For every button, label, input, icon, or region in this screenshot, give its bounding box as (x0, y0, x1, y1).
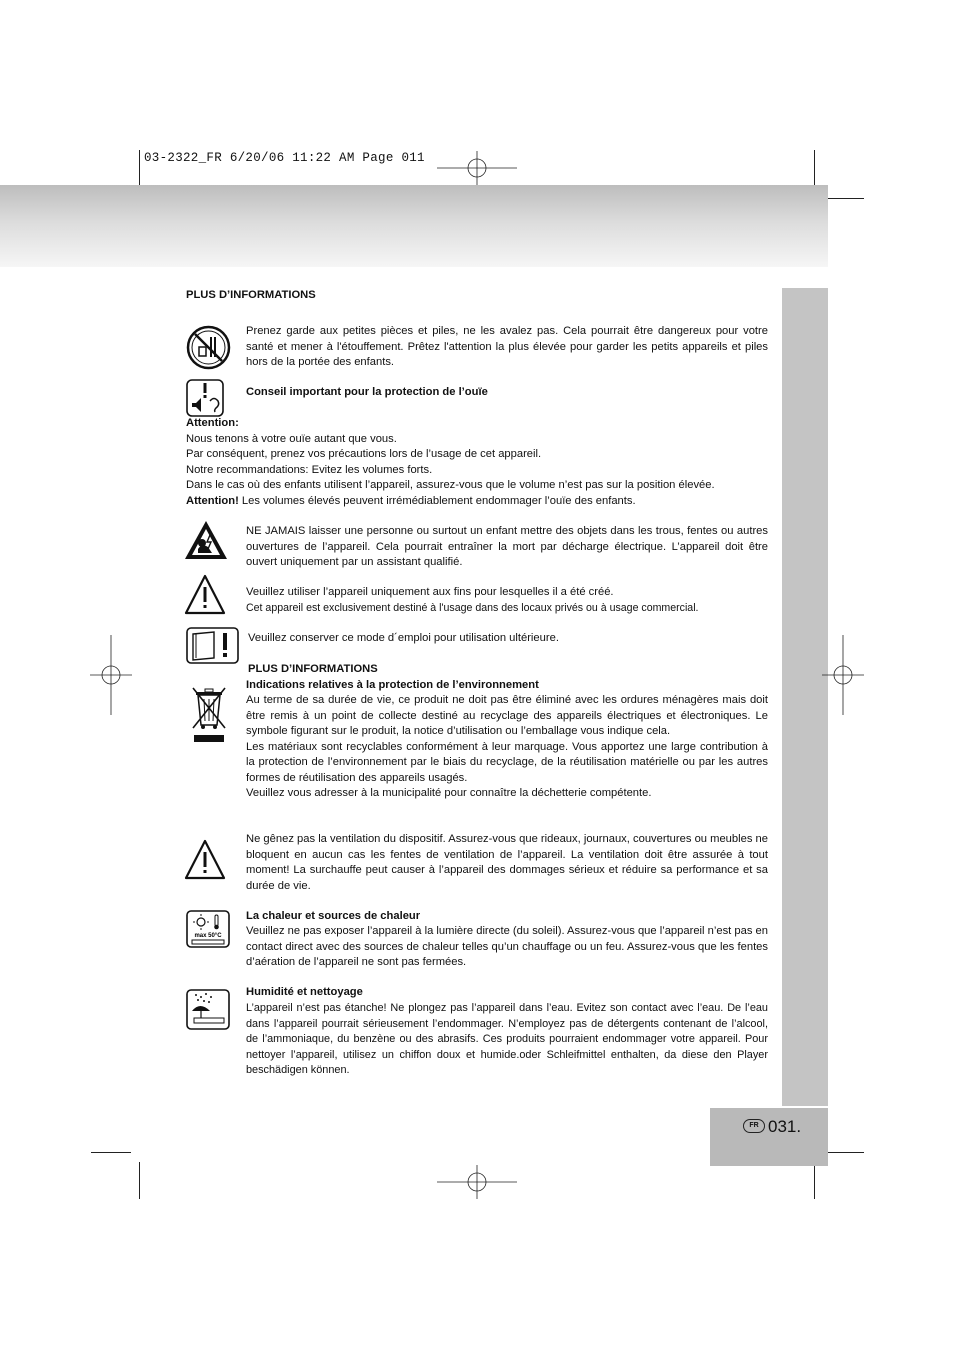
electric-shock-icon (183, 519, 229, 561)
env-title: Indications relatives à la protection de l’environnement (246, 679, 539, 691)
small-parts-text: Prenez garde aux petites pièces et piles, ne les avalez pas. Cela pourrait être dangereux pour votre santé et mener à l'étouffement. Prêtez l'attention la plus élevée pour garder les petits appareils et piles hors de la portée des enfants. (246, 325, 768, 368)
ventilation-text: Ne gênez pas la ventilation du dispositif. Assurez-vous que rideaux, journaux, couvertures ou meubles ne bloquent en aucun cas les fentes de ventilation de l’appareil. La ventilation doit être assurée à tout moment! La surchauffe peut causer à l’appareil des dommages sérieux et réduire sa performance et sa durée de vie. (246, 833, 768, 892)
hearing-line: Dans le cas où des enfants utilisent l’appareil, assurez-vous que le volume n’est pas sur la position élevée. (186, 479, 715, 491)
humid-text: L’appareil n’est pas étanche! Ne plongez pas l’appareil dans l’eau. Evitez son contact avec l’eau. De l’eau dans l’appareil pourrait sérieusement l’endommager. N’employez pas de détergents contenant de l’alcool, de l’ammoniaque, du benzène ou des abrasifs. Ces produits pourraient endommager votre appareil. Pour nettoyer l’appareil, utilisez un chiffon doux et humide.oder Schleifmittel enthalten, da diese den Player beschädigen können. (246, 1002, 768, 1076)
attention2-label: Attention! (186, 494, 239, 507)
attention-label: Attention: (186, 417, 239, 429)
crop-mark (814, 150, 815, 187)
crop-mark (139, 1162, 140, 1199)
attention2-text: Les volumes élevés peuvent irrémédiablement endommager l’ouïe des enfants. (238, 494, 636, 507)
warning-triangle-icon (184, 574, 226, 616)
hearing-line: Nous tenons à votre ouïe autant que vous. (186, 432, 397, 445)
weee-bin-icon (190, 685, 228, 745)
usage-text-2: Cet appareil est exclusivement destiné à l'usage dans des locaux privés ou à usage commercial. (246, 602, 699, 614)
language-badge: FR (743, 1119, 765, 1133)
header-gradient-band (0, 185, 828, 267)
warning-triangle-icon (184, 839, 226, 881)
print-slug: 03-2322_FR 6/20/06 11:22 AM Page 011 (144, 151, 425, 165)
hearing-block (186, 416, 768, 509)
crop-mark (814, 1162, 815, 1199)
heat-text: Veuillez ne pas exposer l’appareil à la lumière directe (du soleil). Assurez-vous que l’appareil n’est pas en contact direct avec des sources de chaleur telles qu’un chauffage ou un feu. Assurez-vous que les fentes d’aération de l’appareil ne sont pas fermées. (246, 925, 768, 968)
attention-line (186, 494, 768, 510)
hearing-title: Conseil important pour la protection de l’ouïe (246, 386, 488, 398)
heat-title: La chaleur et sources de chaleur (246, 910, 421, 922)
env-paragraph: Les matériaux sont recyclables conformément à leur marquage. Vous apportez une large contribution à la protection de l’environnement par le biais du recyclage, de la réutilisation matérielle ou par les autres formes de réutilisation des appareils usagés. (246, 740, 768, 784)
registration-mark-icon (90, 635, 132, 715)
section-title: PLUS D’INFORMATIONS (248, 663, 378, 675)
humid-title: Humidité et nettoyage (246, 986, 363, 998)
crop-mark (91, 1152, 131, 1153)
never-objects-text: NE JAMAIS laisser une personne ou surtout un enfant mettre des objets dans les trous, fentes ou autres ouvertures de l’appareil. Cela pourrait entraîner la mort par décharge électrique. L’appareil doit être ouvert uniquement par un assistant qualifié. (246, 525, 768, 568)
env-paragraph: Veuillez vous adresser à la municipalité pour connaître la déchetterie compétente. (246, 787, 652, 799)
page-number: 031. (768, 1117, 802, 1136)
manual-icon (186, 627, 239, 664)
usage-text-1: Veuillez utiliser l’appareil uniquement aux fins pour lesquelles il a été créé. (246, 586, 614, 598)
crop-mark (824, 198, 864, 199)
section-title: PLUS D’INFORMATIONS (186, 289, 316, 301)
env-paragraph: Au terme de sa durée de vie, ce produit ne doit pas être éliminé avec les ordures ménagères mais doit être remis à un point de collecte destiné au recyclage des appareils électriques et électroniques. Le symbole figurant sur le produit, la notice d’utilisation ou l’emballage vous indique cela. (246, 694, 768, 737)
env-text (246, 693, 768, 802)
hearing-warning-icon (186, 379, 224, 417)
manual-keep-text: Veuillez conserver ce mode d´emploi pour utilisation ultérieure. (248, 632, 559, 644)
humidity-icon (186, 989, 230, 1030)
hearing-line: Notre recommandations: Evitez les volumes forts. (186, 463, 433, 476)
heat-icon (186, 910, 230, 948)
hearing-line: Par conséquent, prenez vos précautions lors de l’usage de cet appareil. (186, 448, 542, 460)
registration-mark-icon (437, 1162, 517, 1202)
crop-mark (139, 150, 140, 187)
crop-mark (824, 1152, 864, 1153)
heat-icon-label: max 50°C (194, 933, 222, 939)
registration-mark-icon (437, 148, 517, 188)
no-small-parts-icon (186, 325, 231, 370)
registration-mark-icon (822, 635, 864, 715)
